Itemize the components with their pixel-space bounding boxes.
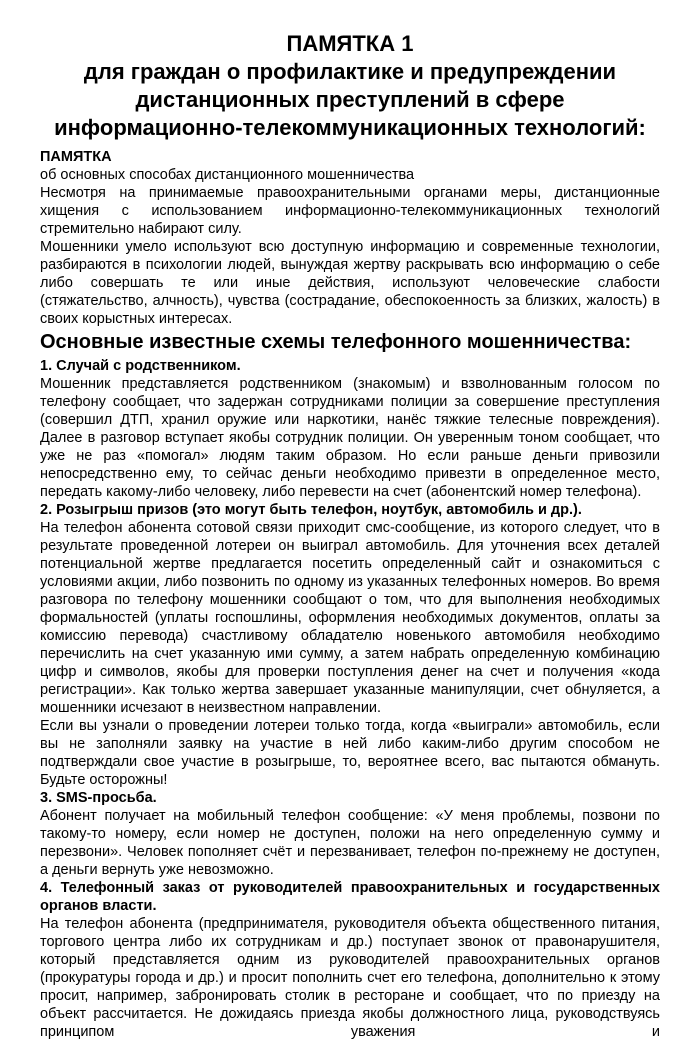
scheme-1-title: 1. Случай с родственником.: [40, 358, 241, 374]
intro-label: ПАМЯТКА: [40, 149, 112, 165]
intro-paragraph-2: Мошенники умело используют всю доступную информацию и современные технологии, разбираются в психологии людей, вынуждая жертву раскрывать всю информацию о себе либо совершать те или иные действия, используют человеческие слабости (стяжательство, алчность), чувства (сострадание, обеспокоенность за близких, жалость) в своих корыстных интересах.: [40, 239, 660, 327]
document-title-subject: для граждан о профилактике и предупреждении дистанционных преступлений в сфере информационно-телекоммуникационных технологий:: [54, 59, 646, 140]
scheme-3-paragraph-1: Абонент получает на мобильный телефон сообщение: «У меня проблемы, позвони по такому-то номеру, если номер не доступен, положи на него определенную сумму и перезвони». Человек пополняет счёт и перезванивает, телефон по-прежнему не доступен, а деньги вернуть уже невозможно.: [40, 808, 660, 878]
scheme-3-title: 3. SMS-просьба.: [40, 790, 157, 806]
intro-sublabel: об основных способах дистанционного мошенничества: [40, 167, 415, 183]
scheme-2-paragraph-1: На телефон абонента сотовой связи приходит смс-сообщение, из которого следует, что в результате проведенной лотереи он выиграл автомобиль. Для уточнения всех деталей потенциальной жертве предлагается посетить определенный сайт и ознакомиться с условиями акции, либо позвонить по одному из указанных телефонных номеров. Во время разговора по телефону мошенники сообщают о том, что для выполнения необходимых формальностей (уплаты госпошлины, оформления необходимых документов, оплаты за комиссию перевода) счастливому обладателю новенького автомобиля необходимо перечислить на счет указанную ими сумму, а затем набрать определенную комбинацию цифр и символов, якобы для проверки поступления денег на счет и получения «кода регистрации». Как только жертва завершает указанные манипуляции, счет обнуляется, а мошенники исчезают в неизвестном направлении.: [40, 520, 660, 716]
scheme-2-paragraph-2: Если вы узнали о проведении лотереи только тогда, когда «выиграли» автомобиль, если вы не заполняли заявку на участие в ней либо каким-либо другим способом не подтверждали свое участие в розыгрыше, то, вероятнее всего, вас пытаются обмануть. Будьте осторожны!: [40, 718, 660, 788]
scheme-4-title: 4. Телефонный заказ от руководителей правоохранительных и государственных органов власти.: [40, 880, 660, 914]
scheme-4-paragraph-1: На телефон абонента (предпринимателя, руководителя объекта общественного питания, торгового центра либо их сотрудникам и др.) поступает звонок от правонарушителя, который представляется одним из руководителей правоохранительных органов (прокуратуры города и др.) и просит пополнить счет его телефона, дополнительно к этому просит, например, забронировать столик в ресторане и сообщает, что по приезду на объект рассчитается. Не дожидаясь приезда якобы должностного лица, руководствуясь принципом уважения и: [40, 916, 660, 1040]
schemes-heading: Основные известные схемы телефонного мошенничества:: [40, 331, 632, 353]
document-body: [40, 148, 660, 1041]
document-title: [40, 30, 660, 142]
document-title-number: ПАМЯТКА 1: [286, 31, 414, 56]
scheme-2-title: 2. Розыгрыш призов (это могут быть телефон, ноутбук, автомобиль и др.).: [40, 502, 582, 518]
intro-paragraph-1: Несмотря на принимаемые правоохранительными органами меры, дистанционные хищения с использованием информационно-телекоммуникационных технологий стремительно набирают силу.: [40, 185, 660, 237]
scheme-1-paragraph-1: Мошенник представляется родственником (знакомым) и взволнованным голосом по телефону сообщает, что задержан сотрудниками полиции за совершение преступления (совершил ДТП, хранил оружие или наркотики, нанёс тяжкие телесные повреждения). Далее в разговор вступает якобы сотрудник полиции. Он уверенным тоном сообщает, что уже не раз «помогал» людям таким образом. Но если раньше деньги привозили непосредственно ему, то сейчас деньги необходимо привезти в определенное место, передать какому-либо человеку, либо перевести на счет (абонентский номер телефона).: [40, 376, 660, 500]
